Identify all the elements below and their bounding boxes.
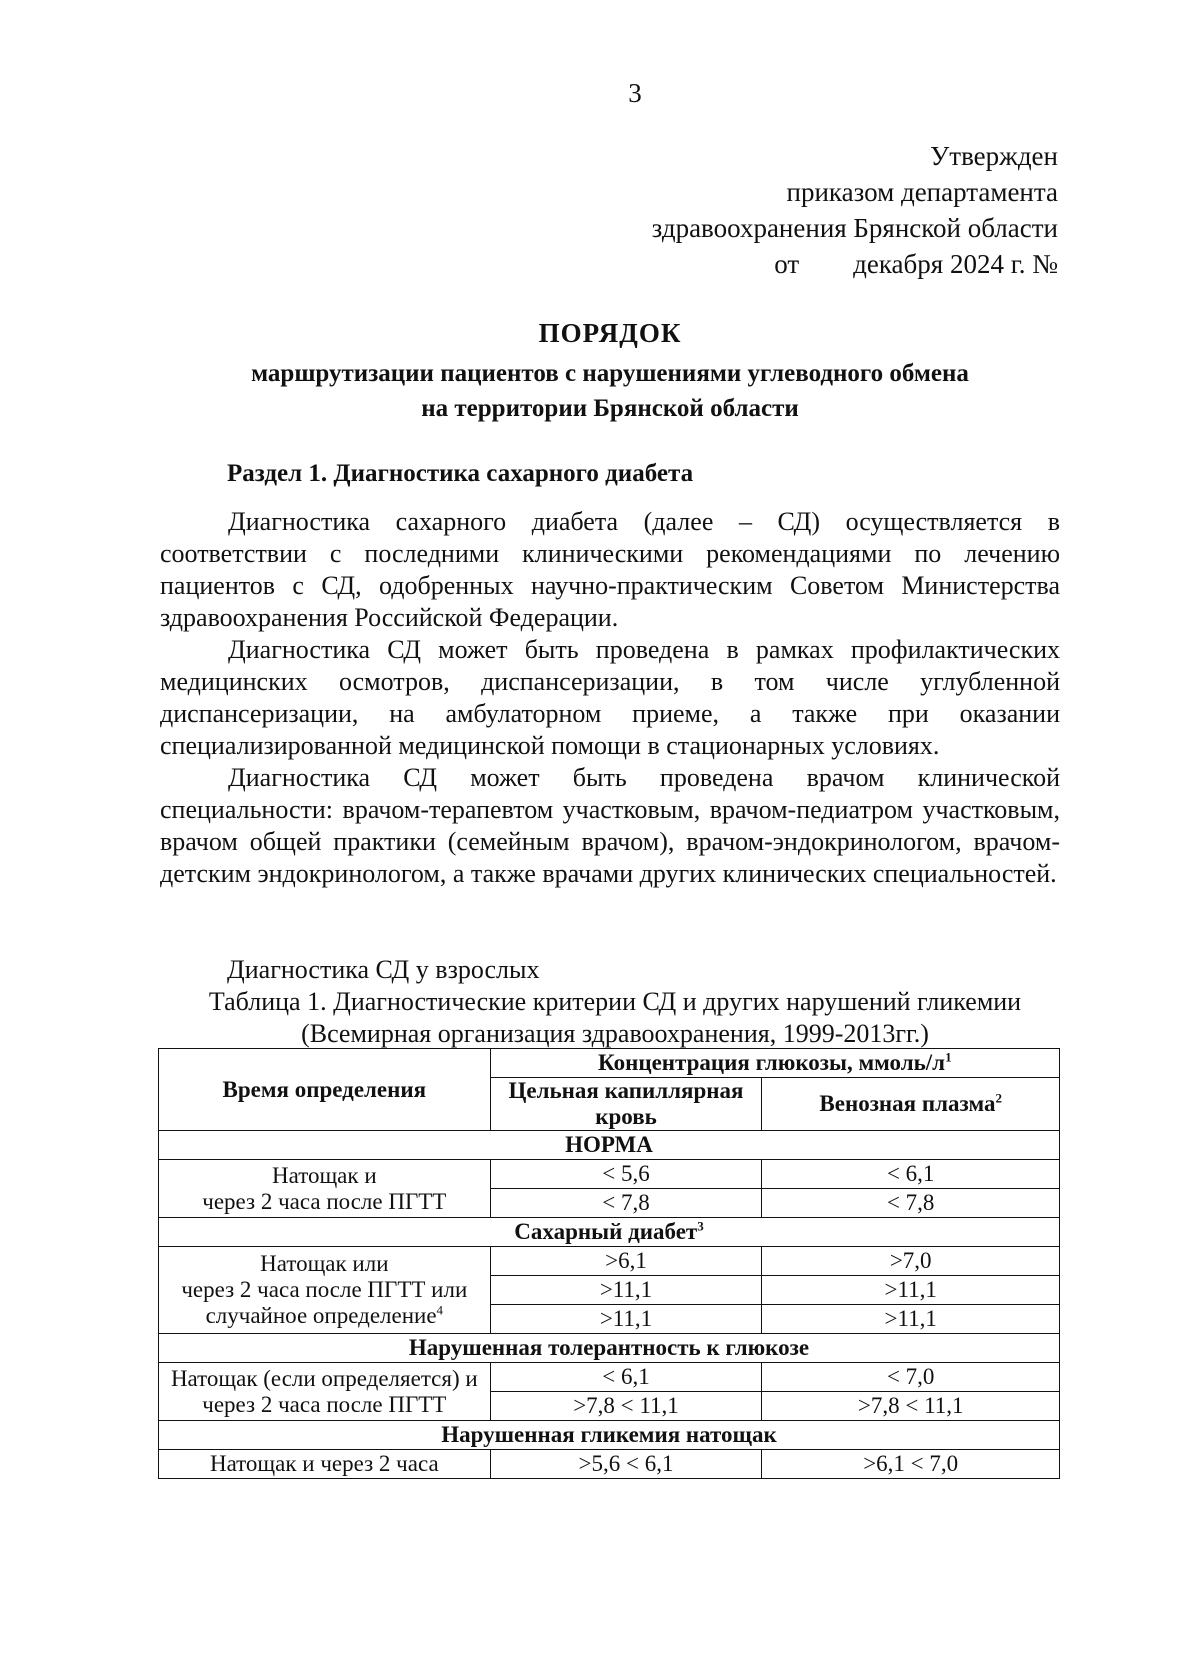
document-title: ПОРЯДОК [538, 318, 682, 348]
cell: >7,0 [762, 1247, 1060, 1276]
cell: >6,1 < 7,0 [762, 1450, 1060, 1479]
table-source: (Всемирная организация здравоохранения, 1999-2013гг.) [301, 1019, 929, 1048]
subtitle-line-2: на территории Брянской области [421, 395, 799, 422]
cell: < 5,6 [490, 1160, 762, 1189]
header-concentration: Концентрация глюкозы, ммоль/$л^1$ [490, 1049, 1059, 1078]
label-ifg: Натощак и через 2 часа [159, 1450, 491, 1479]
cell: < 6,1 [762, 1160, 1060, 1189]
header-capillary: Цельная капиллярная кровь [490, 1078, 762, 1131]
label-diabetes: Натощак или через 2 часа после ПГТТ или случайное определение$^4$ [159, 1247, 491, 1334]
approval-date-line: от декабря 2024 г. № [774, 249, 1058, 279]
cell: >11,1 [762, 1276, 1060, 1305]
paragraph-1-text: Диагностика сахарного диабета (далее – СД) осуществляется в соответствии с последними клиническими рекомендациями по лечению пациентов с СД, одобренных научно-практическим Советом Министерства здравоохранения Российской Федерации. [160, 507, 1060, 632]
cell: < 7,8 [490, 1189, 762, 1218]
label-igt: Натощак (если определяется) и через 2 часа после ПГТТ [159, 1363, 491, 1421]
section-ifg: Нарушенная гликемия натощак [159, 1421, 1060, 1450]
cell: < 6,1 [490, 1363, 762, 1392]
cell: >5,6 < 6,1 [490, 1450, 762, 1479]
cell: >11,1 [762, 1305, 1060, 1334]
page-number: 3 [628, 78, 642, 108]
cell: >7,8 < 11,1 [762, 1392, 1060, 1421]
cell: >11,1 [490, 1305, 762, 1334]
document-subtitle [0, 356, 1200, 426]
paragraph-3 [160, 762, 1060, 890]
cell: < 7,8 [762, 1189, 1060, 1218]
adults-subheading: Диагностика СД у взрослых [227, 955, 540, 984]
cell: >7,8 < 11,1 [490, 1392, 762, 1421]
cell: >11,1 [490, 1276, 762, 1305]
table-caption: Таблица 1. Диагностические критерии СД и других нарушений гликемии [208, 987, 1022, 1016]
paragraph-2 [160, 634, 1060, 762]
section-heading: Раздел 1. Диагностика сахарного диабета [227, 460, 694, 487]
approval-line-3: здравоохранения Брянской области [651, 213, 1058, 243]
criteria-table [158, 1048, 1060, 1479]
cell: >6,1 [490, 1247, 762, 1276]
section-igt: Нарушенная толерантность к глюкозе [159, 1334, 1060, 1363]
paragraph-2-text: Диагностика СД может быть проведена в рамках профилактических медицинских осмотров, диспансеризации, в том числе углубленной диспансеризации, на амбулаторном приеме, а также при оказании специализированной медицинской помощи в стационарных условиях. [160, 635, 1060, 760]
section-diabetes: Сахарный диабет$^3$ [159, 1218, 1060, 1247]
header-venous: Венозная плазма$^2$ [762, 1078, 1060, 1131]
cell: < 7,0 [762, 1363, 1060, 1392]
subtitle-line-1: маршрутизации пациентов с нарушениями углеводного обмена [251, 360, 969, 387]
section-norm: НОРМА [159, 1131, 1060, 1160]
approval-line-1: Утвержден [930, 141, 1058, 171]
header-time: Время определения [159, 1049, 491, 1131]
approval-line-2: приказом департамента [786, 177, 1058, 207]
label-norm: Натощак и через 2 часа после ПГТТ [159, 1160, 491, 1218]
approval-block [652, 138, 1058, 282]
paragraph-3-text: Диагностика СД может быть проведена врачом клинической специальности: врачом-терапевтом участковым, врачом-педиатром участковым, врачом общей практики (семейным врачом), врачом-эндокринологом, врачом-детским эндокринологом, а также врачами других клинических специальностей. [160, 763, 1060, 888]
paragraph-1 [160, 506, 1060, 634]
